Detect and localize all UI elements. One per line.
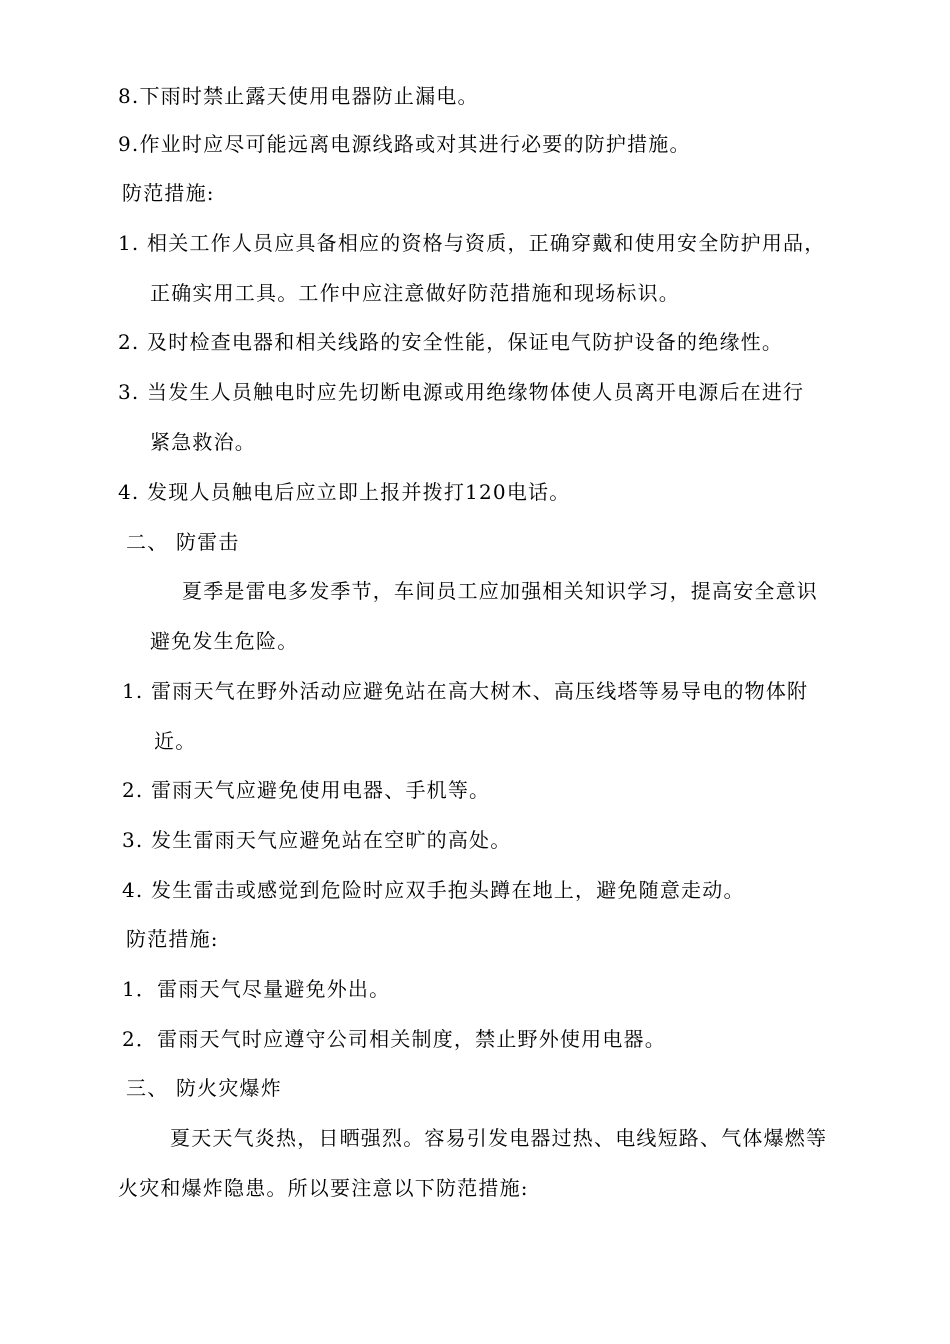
lightning-item-4: 4. 发生雷击或感觉到危险时应双手抱头蹲在地上，避免随意走动。 [122,878,745,902]
measure-3-cont: 紧急救治。 [150,430,256,454]
section-3-intro-cont: 火灾和爆炸隐患。所以要注意以下防范措施: [118,1176,529,1200]
section-2-heading: 二、 防雷击 [126,530,240,554]
item-9: 9.作业时应尽可能远离电源线路或对其进行必要的防护措施。 [118,132,691,156]
section-3-intro: 夏天天气炎热，日晒强烈。容易引发电器过热、电线短路、气体爆燃等 [170,1126,828,1150]
measures-heading-2: 防范措施: [126,927,219,951]
measure-3: 3. 当发生人员触电时应先切断电源或用绝缘物体使人员离开电源后在进行 [118,380,805,404]
measure-4: 4. 发现人员触电后应立即上报并拨打120电话。 [118,480,571,504]
lightning-item-2: 2. 雷雨天气应避免使用电器、手机等。 [122,778,491,802]
lightning-item-1: 1. 雷雨天气在野外活动应避免站在高大树木、高压线塔等易导电的物体附 [122,679,809,703]
measure-1-cont: 正确实用工具。工作中应注意做好防范措施和现场标识。 [150,281,680,305]
section-2-intro-cont: 避免发生危险。 [150,629,299,653]
lightning-item-3: 3. 发生雷雨天气应避免站在空旷的高处。 [122,828,512,852]
section-2-intro: 夏季是雷电多发季节，车间员工应加强相关知识学习，提高安全意识 [182,579,818,603]
lightning-measure-1: 1．雷雨天气尽量避免外出。 [122,977,391,1001]
section-3-heading: 三、 防火灾爆炸 [126,1076,282,1100]
measure-2: 2. 及时检查电器和相关线路的安全性能，保证电气防护设备的绝缘性。 [118,330,784,354]
measure-1: 1. 相关工作人员应具备相应的资格与资质，正确穿戴和使用安全防护用品， [118,231,826,255]
measures-heading: 防范措施: [122,181,215,205]
lightning-item-1-cont: 近。 [154,729,197,753]
lightning-measure-2: 2．雷雨天气时应遵守公司相关制度，禁止野外使用电器。 [122,1027,666,1051]
item-8: 8.下雨时禁止露天使用电器防止漏电。 [118,84,479,108]
